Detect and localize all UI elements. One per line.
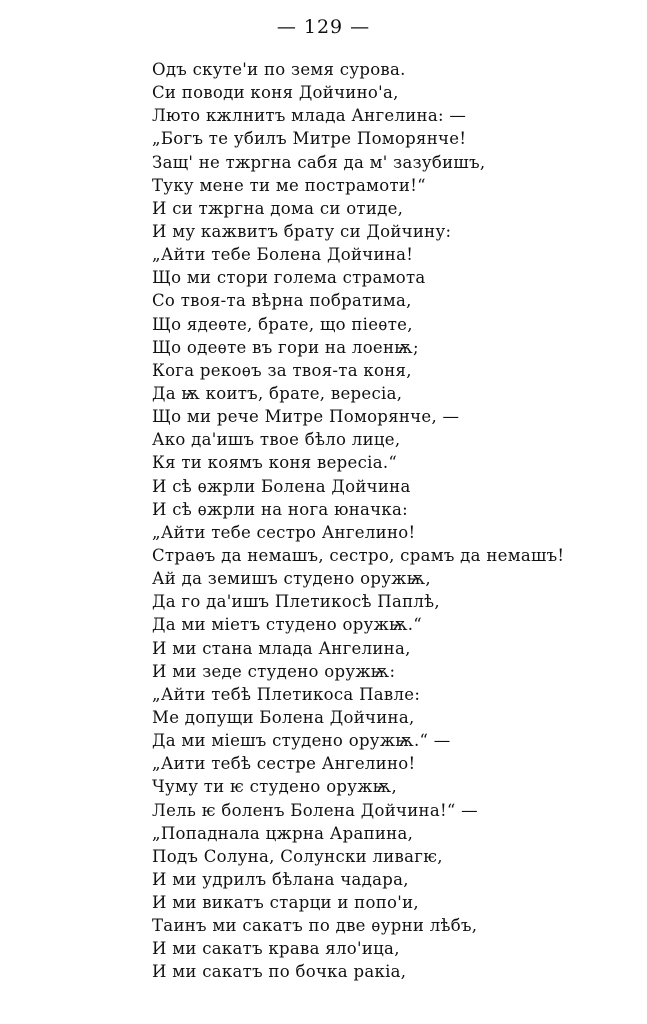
- verse-line: Кога рекоѳъ за твоя-та коня,: [152, 360, 412, 380]
- verse-line: „Айти тебе сестро Ангелино!: [152, 522, 416, 542]
- verse-line: И ми сакатъ крава яло'ица,: [152, 939, 400, 959]
- verse-line: Що ядеѳте, брате, що пiеѳте,: [152, 314, 413, 334]
- verse-line: Ако да'ишъ твое бѣло лице,: [152, 430, 401, 450]
- verse-line: И ми стана млада Ангелина,: [152, 638, 411, 658]
- verse-line: Страѳъ да немашъ, сестро, срамъ да немашъ!: [152, 545, 565, 565]
- verse-line: И си тжргна дома си отиде,: [152, 198, 404, 218]
- verse-line: Ай да земишъ студено оружѭ,: [152, 569, 431, 589]
- verse-line: Лель ѥ боленъ Болена Дойчина!“ —: [152, 800, 478, 820]
- verse-line: Подъ Солуна, Солунски ливагѥ,: [152, 846, 443, 866]
- verse-line: Чуму ти ѥ студено оружѭ,: [152, 777, 397, 797]
- verse-line: Що одеѳте въ гори на лоенѭ;: [152, 337, 419, 357]
- verse-line: Таинъ ми сакатъ по две ѳурни лѣбъ,: [152, 916, 478, 936]
- verse-line: Да ми мiешъ студено оружѭ.“ —: [152, 731, 451, 751]
- verse-line: И ми сакатъ по бочка ракiа,: [152, 962, 407, 982]
- verse-line: Люто кжлнитъ млада Ангелина: —: [152, 106, 467, 126]
- verse-line: Да го да'ишъ Плетикосѣ Паплѣ,: [152, 592, 440, 612]
- verse-line: И ми викатъ старци и попо'и,: [152, 893, 419, 913]
- verse-line: „Богъ те убилъ Митре Поморянче!: [152, 129, 467, 149]
- verse-line: И ми зеде студено оружѭ:: [152, 661, 396, 681]
- verse-line: „Айти тебе Болена Дойчина!: [152, 245, 414, 265]
- verse-line: Защ' не тжргна сабя да м' зазубишъ,: [152, 152, 486, 172]
- verse-line: „Попаднала цжрна Арапина,: [152, 823, 414, 843]
- verse-line: Що ми рече Митре Поморянче, —: [152, 407, 460, 427]
- verse-line: „Аити тебѣ сестре Ангелино!: [152, 754, 416, 774]
- verse-line: И сѣ ѳжрли Болена Дойчина: [152, 476, 411, 496]
- verse-line: „Айти тебѣ Плетикоса Павле:: [152, 684, 421, 704]
- verse-line: Да ми мiетъ студено оружѭ.“: [152, 615, 423, 635]
- verse-line: Со твоя-та вѣрна побратима,: [152, 291, 412, 311]
- verse-line: Да ѭ коитъ, брате, вересiа,: [152, 383, 403, 403]
- verse-line: И ми удрилъ бѣлана чадара,: [152, 869, 409, 889]
- verse-line: И му кажвитъ брату си Дойчину:: [152, 221, 452, 241]
- verse-line: Ме допущи Болена Дойчина,: [152, 707, 415, 727]
- verse-line: Одъ скуте'и по земя сурова.: [152, 60, 406, 79]
- verse-line: Що ми стори голема страмота: [152, 268, 426, 288]
- verse-line: Туку мене ти ме пострамоти!“: [152, 175, 426, 195]
- verse-line: Си поводи коня Дойчино'а,: [152, 83, 399, 103]
- poem-text-block: [152, 58, 642, 984]
- page-number-header: — 129 —: [276, 16, 371, 38]
- verse-line: Кя ти коямъ коня вересiа.“: [152, 453, 398, 473]
- verse-line: И сѣ ѳжрли на нога юначка:: [152, 499, 409, 519]
